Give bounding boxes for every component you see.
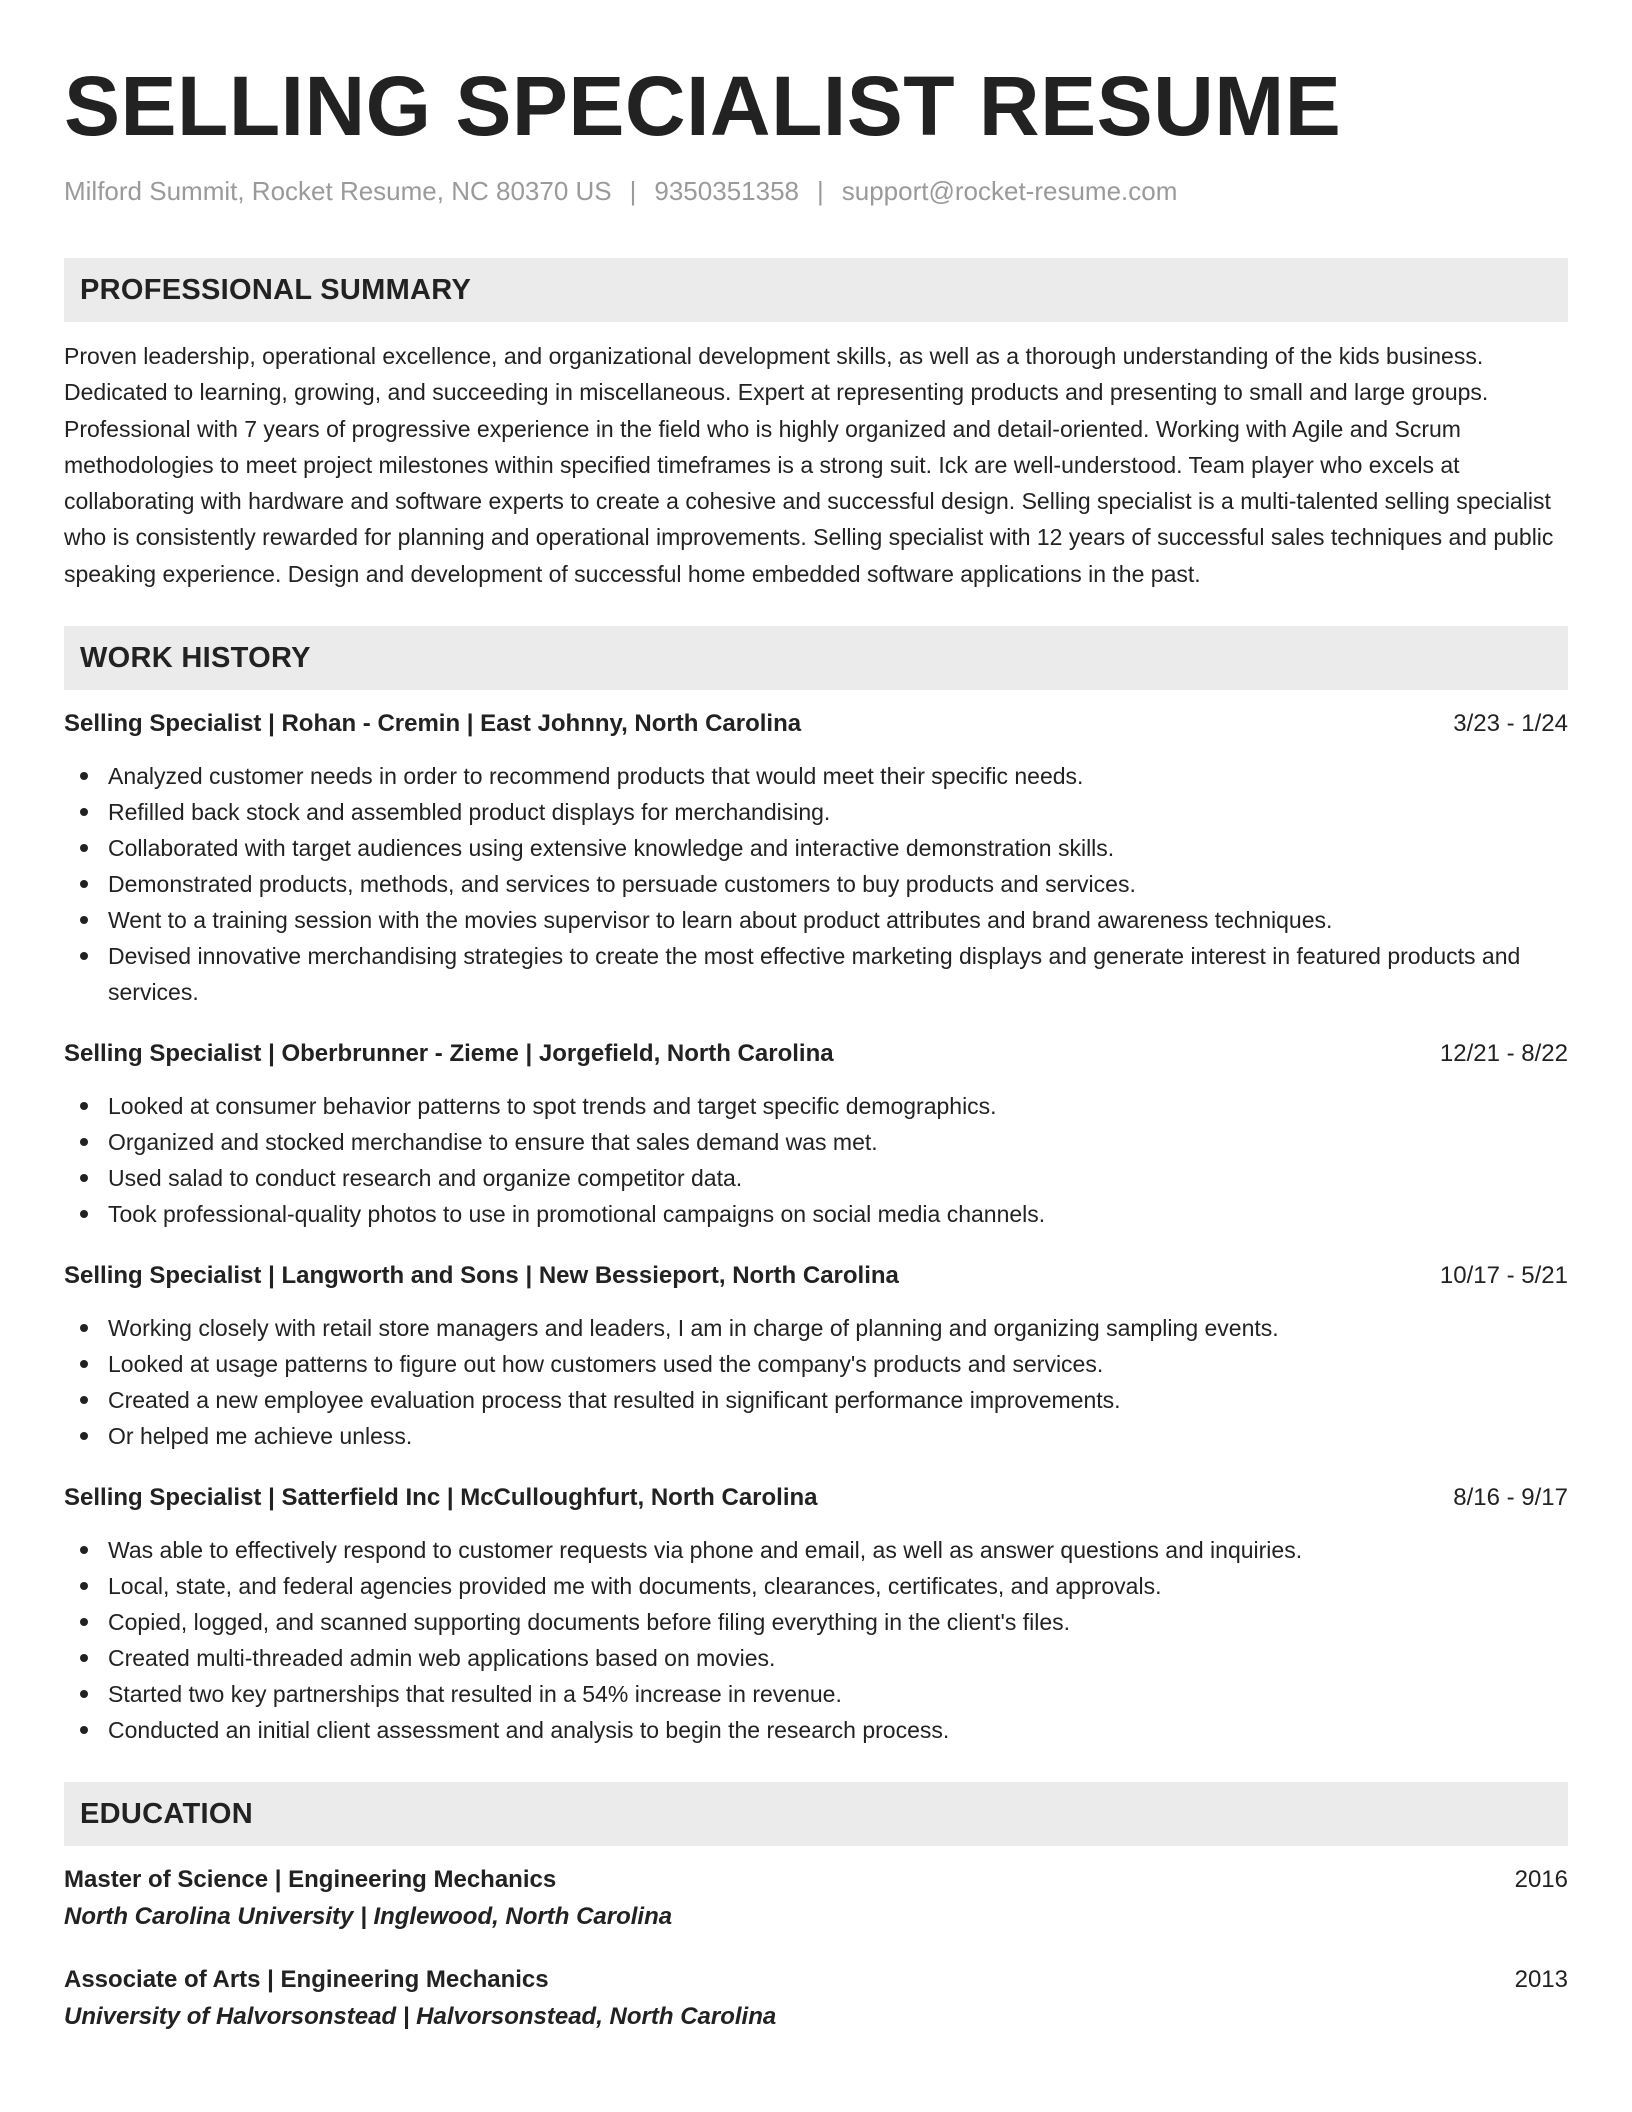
professional-summary-section [64, 258, 1568, 592]
job-bullet-text: Created multi-threaded admin web applications based on movies. [108, 1645, 776, 1672]
job-bullet-list [64, 758, 1568, 1010]
job-bullet-text: Looked at consumer behavior patterns to spot trends and target specific demographics. [108, 1093, 997, 1120]
bullet-dot-icon [80, 1396, 88, 1404]
education-section [64, 1782, 1568, 2036]
job-dates: 12/21 - 8/22 [1439, 1040, 1568, 1068]
job-bullet-text: Analyzed customer needs in order to recommend products that would meet their specific needs. [108, 763, 1084, 790]
section-heading-work: WORK HISTORY [64, 626, 1568, 690]
job-bullet [64, 1196, 1568, 1232]
job-bullet-text: Went to a training session with the movies supervisor to learn about product attributes and brand awareness techniques. [108, 907, 1333, 934]
job-bullet [64, 1124, 1568, 1160]
job-bullet [64, 1712, 1568, 1748]
job-bullet-text: Used salad to conduct research and organize competitor data. [108, 1165, 743, 1192]
job-bullet [64, 866, 1568, 902]
education-degree: Master of Science | Engineering Mechanics [64, 1866, 557, 1894]
education-entry [64, 1862, 1568, 1936]
job-bullet [64, 830, 1568, 866]
resume-title: SELLING SPECIALIST RESUME [64, 59, 1342, 153]
job-entry [64, 1036, 1568, 1232]
job-bullet-text: Collaborated with target audiences using extensive knowledge and interactive demonstration skills. [108, 835, 1115, 862]
job-bullet [64, 1568, 1568, 1604]
job-bullet-list [64, 1088, 1568, 1232]
job-dates: 3/23 - 1/24 [1453, 710, 1568, 738]
bullet-dot-icon [80, 1138, 88, 1146]
bullet-dot-icon [80, 1690, 88, 1698]
contact-line [64, 174, 1568, 208]
job-title: Selling Specialist | Satterfield Inc | McCulloughfurt, North Carolina [64, 1484, 818, 1512]
job-bullet [64, 1532, 1568, 1568]
bullet-dot-icon [80, 772, 88, 780]
job-bullet-text: Took professional-quality photos to use in promotional campaigns on social media channels. [108, 1201, 1046, 1228]
job-bullet [64, 1418, 1568, 1454]
contact-separator: | [817, 176, 824, 206]
bullet-dot-icon [80, 1582, 88, 1590]
job-bullet-text: Looked at usage patterns to figure out how customers used the company's products and services. [108, 1351, 1104, 1378]
job-bullet-text: Was able to effectively respond to customer requests via phone and email, as well as answer questions and inquiries. [108, 1537, 1303, 1564]
bullet-dot-icon [80, 1618, 88, 1626]
job-bullet-text: Devised innovative merchandising strategies to create the most effective marketing displays and generate interest in featured products and services. [108, 943, 1521, 1006]
job-dates: 10/17 - 5/21 [1439, 1262, 1568, 1290]
education-header [64, 1862, 1568, 1898]
contact-separator: | [629, 176, 637, 206]
job-bullet [64, 1346, 1568, 1382]
education-entry [64, 1962, 1568, 2036]
bullet-dot-icon [80, 880, 88, 888]
education-year: 2013 [1514, 1966, 1568, 1994]
section-heading-summary: PROFESSIONAL SUMMARY [64, 258, 1568, 322]
job-bullet-text: Local, state, and federal agencies provided me with documents, clearances, certificates, and approvals. [108, 1573, 1162, 1600]
bullet-dot-icon [80, 844, 88, 852]
job-bullet-text: Or helped me achieve unless. [108, 1423, 413, 1450]
job-bullet-list [64, 1532, 1568, 1748]
bullet-dot-icon [80, 1654, 88, 1662]
job-title: Selling Specialist | Oberbrunner - Zieme | Jorgefield, North Carolina [64, 1040, 834, 1068]
education-header [64, 1962, 1568, 1998]
bullet-dot-icon [80, 1174, 88, 1182]
job-header [64, 706, 1568, 742]
job-bullet-text: Created a new employee evaluation process that resulted in significant performance improvements. [108, 1387, 1121, 1414]
job-bullet-text: Refilled back stock and assembled product displays for merchandising. [108, 799, 831, 826]
job-header [64, 1258, 1568, 1294]
education-degree: Associate of Arts | Engineering Mechanics [64, 1966, 549, 1994]
education-year: 2016 [1514, 1866, 1568, 1894]
bullet-dot-icon [80, 1726, 88, 1734]
job-bullet-text: Copied, logged, and scanned supporting documents before filing everything in the client's files. [108, 1609, 1071, 1636]
contact-address: Milford Summit, Rocket Resume, NC 80370 US [64, 176, 612, 206]
bullet-dot-icon [80, 1324, 88, 1332]
job-bullet [64, 938, 1568, 1010]
job-bullet-text: Conducted an initial client assessment and analysis to begin the research process. [108, 1717, 950, 1744]
job-bullet-text: Demonstrated products, methods, and services to persuade customers to buy products and services. [108, 871, 1136, 898]
bullet-dot-icon [80, 1360, 88, 1368]
job-title: Selling Specialist | Rohan - Cremin | East Johnny, North Carolina [64, 710, 802, 738]
contact-email: support@rocket-resume.com [841, 176, 1178, 206]
contact-phone: 9350351358 [654, 176, 799, 206]
job-bullet-list [64, 1310, 1568, 1454]
bullet-dot-icon [80, 1546, 88, 1554]
bullet-dot-icon [80, 1210, 88, 1218]
bullet-dot-icon [80, 1102, 88, 1110]
job-bullet [64, 1160, 1568, 1196]
job-bullet [64, 902, 1568, 938]
job-bullet-text: Working closely with retail store managers and leaders, I am in charge of planning and organizing sampling events. [108, 1315, 1279, 1342]
bullet-dot-icon [80, 952, 88, 960]
job-bullet [64, 1676, 1568, 1712]
work-history-section [64, 626, 1568, 1748]
job-title: Selling Specialist | Langworth and Sons | New Bessieport, North Carolina [64, 1262, 899, 1290]
job-entry [64, 1258, 1568, 1454]
job-bullet-text: Started two key partnerships that resulted in a 54% increase in revenue. [108, 1681, 842, 1708]
job-bullet [64, 1640, 1568, 1676]
job-bullet [64, 758, 1568, 794]
job-bullet [64, 794, 1568, 830]
job-bullet [64, 1088, 1568, 1124]
bullet-dot-icon [80, 1432, 88, 1440]
job-bullet [64, 1310, 1568, 1346]
job-header [64, 1480, 1568, 1516]
bullet-dot-icon [80, 808, 88, 816]
job-dates: 8/16 - 9/17 [1453, 1484, 1568, 1512]
section-heading-education: EDUCATION [64, 1782, 1568, 1846]
job-bullet-text: Organized and stocked merchandise to ensure that sales demand was met. [108, 1129, 878, 1156]
job-entry [64, 1480, 1568, 1748]
bullet-dot-icon [80, 916, 88, 924]
job-entry [64, 706, 1568, 1010]
job-header [64, 1036, 1568, 1072]
education-school: North Carolina University | Inglewood, North Carolina [64, 1903, 673, 1931]
job-bullet [64, 1604, 1568, 1640]
education-school: University of Halvorsonstead | Halvorsonstead, North Carolina [64, 2003, 777, 2031]
summary-paragraph: Proven leadership, operational excellence, and organizational development skills, as well as a thorough understanding of the kids business. Dedicated to learning, growing, and succeeding in miscellaneous. Expert at representing products and presenting to small and large groups. Professional with 7 years of progressive experience in the field who is highly organized and detail-oriented. Working with Agile and Scrum methodologies to meet project milestones within specified timeframes is a strong suit. Ick are well-understood. Team player who excels at collaborating with hardware and software experts to create a cohesive and successful design. Selling specialist is a multi-talented selling specialist who is consistently rewarded for planning and operational improvements. Selling specialist with 12 years of successful sales techniques and public speaking experience. Design and development of successful home embedded software applications in the past. [64, 343, 1554, 587]
job-bullet [64, 1382, 1568, 1418]
